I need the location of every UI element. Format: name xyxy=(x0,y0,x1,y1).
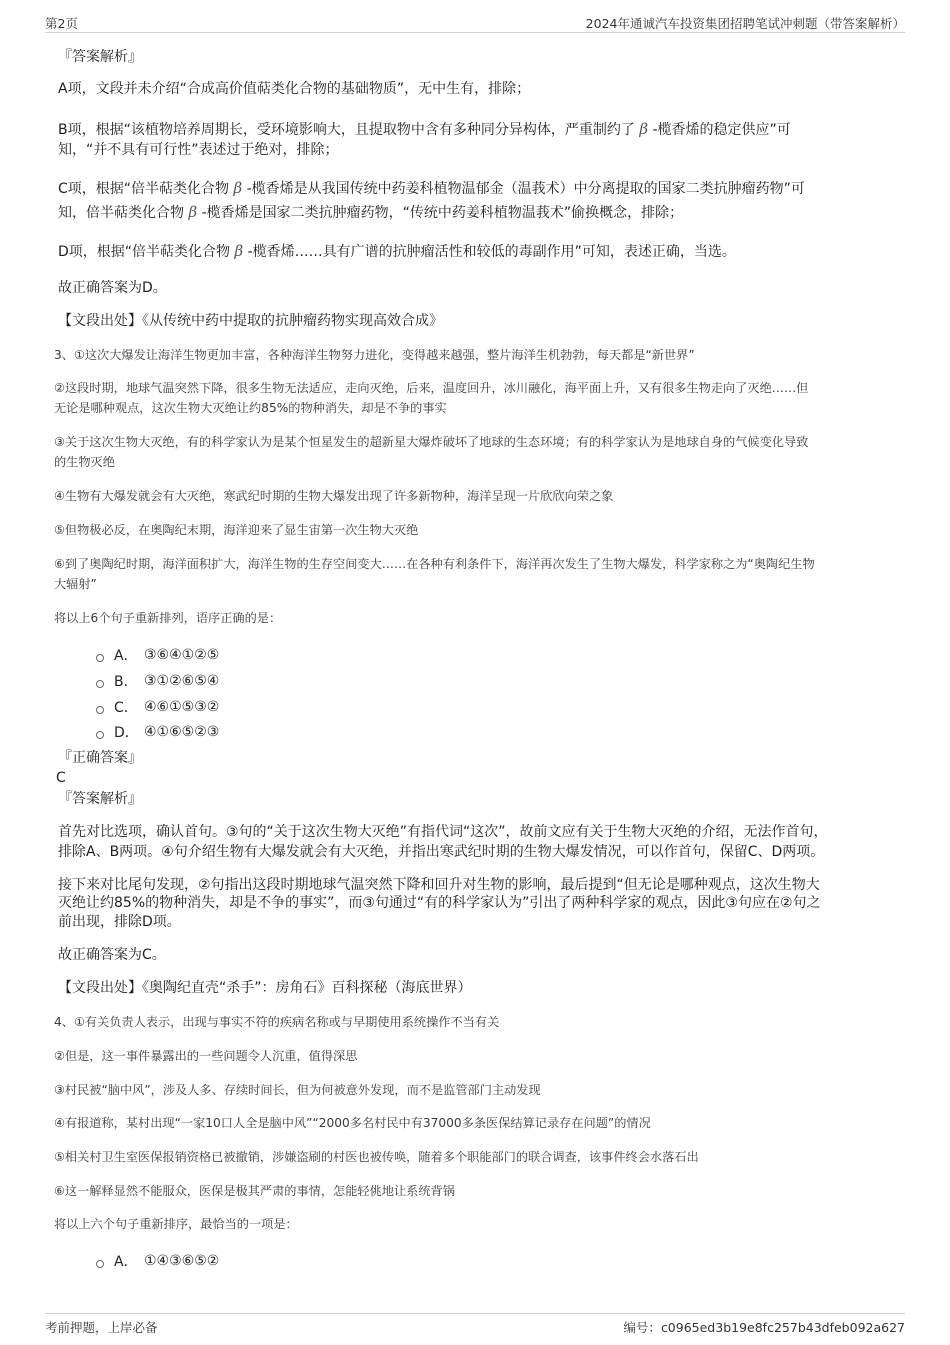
option-key: A． xyxy=(114,1254,138,1270)
correct-answer-value: C xyxy=(56,770,66,786)
option-b[interactable] xyxy=(96,671,219,691)
analysis-heading: 『答案解析』 xyxy=(58,49,142,65)
option-d[interactable] xyxy=(96,722,219,742)
analysis-paragraph-1-line1: 首先对比选项，确认首句。③句的“关于这次生物大灭绝”有指代词“这次”，故前文应有关于生物大灭绝的介绍，无法作首句， xyxy=(58,824,828,840)
footer-note: 考前押题，上岸必备 xyxy=(45,1320,158,1335)
correct-answer-heading: 『正确答案』 xyxy=(58,750,142,766)
radio-icon[interactable] xyxy=(96,680,104,688)
beta-symbol: β xyxy=(233,179,243,197)
analysis-option-b-line1 xyxy=(58,120,791,140)
analysis-option-c-line2 xyxy=(58,203,683,223)
question-4-sentence-6: ⑥这一解释显然不能服众，医保是极其严肃的事情，怎能轻佻地让系统背锅 xyxy=(54,1184,455,1198)
document-title: 2024年通诚汽车投资集团招聘笔试冲刺题（带答案解析） xyxy=(585,16,905,31)
question-4-sentence-3: ③村民被“脑中风”，涉及人多、存续时间长，但为何被意外发现，而不是监管部门主动发现 xyxy=(54,1083,541,1097)
radio-icon[interactable] xyxy=(96,1260,104,1268)
text-segment: -榄香烯的稳定供应”可 xyxy=(652,122,791,138)
question-4-sentence-1: 4、①有关负责人表示，出现与事实不符的疾病名称或与早期使用系统操作不当有关 xyxy=(54,1015,500,1029)
question-4-prompt: 将以上六个句子重新排序，最恰当的一项是： xyxy=(54,1217,298,1231)
source-citation: 【文段出处】《从传统中药中提取的抗肿瘤药物实现高效合成》 xyxy=(58,313,443,329)
beta-symbol: β xyxy=(639,120,648,138)
analysis-option-b-line2: 知，“并不具有可行性”表述过于绝对，排除； xyxy=(58,142,339,158)
analysis-paragraph-2-line3: 前出现，排除D项。 xyxy=(58,914,181,930)
page-number: 第2页 xyxy=(45,16,78,31)
option-c[interactable] xyxy=(96,697,219,717)
beta-symbol: β xyxy=(188,203,198,221)
beta-symbol: β xyxy=(234,242,244,260)
option-a[interactable] xyxy=(96,1251,219,1271)
text-segment: -榄香烯……具有广谱的抗肿瘤活性和较低的毒副作用”可知，表述正确，当选。 xyxy=(247,244,736,260)
text-segment: -榄香烯是从我国传统中药姜科植物温郁金（温莪术）中分离提取的国家二类抗肿瘤药物”可 xyxy=(246,181,805,197)
question-3-sentence-1: 3、①这次大爆发让海洋生物更加丰富，各种海洋生物努力进化，变得越来越强，整片海洋生机勃勃，每天都是“新世界” xyxy=(54,348,695,362)
radio-icon[interactable] xyxy=(96,731,104,739)
option-key: B． xyxy=(114,674,138,690)
analysis-option-a: A项，文段并未介绍“合成高价值萜类化合物的基础物质”，无中生有，排除； xyxy=(58,81,531,97)
option-key: A． xyxy=(114,648,138,664)
text-segment: B项，根据“该植物培养周期长，受环境影响大，且提取物中含有多种同分异构体，严重制约了 xyxy=(58,122,635,138)
question-3-sentence-6-line2: 大辐射” xyxy=(54,577,97,591)
answer-conclusion: 故正确答案为D。 xyxy=(58,280,167,296)
option-text: ④⑥①⑤③② xyxy=(144,699,220,715)
option-key: D． xyxy=(114,725,139,741)
question-3-sentence-6-line1: ⑥到了奥陶纪时期，海洋面积扩大，海洋生物的生存空间变大……在各种有利条件下，海洋再次发生了生物大爆发，科学家称之为“奥陶纪生物 xyxy=(54,557,815,571)
analysis-paragraph-2-line1: 接下来对比尾句发现，②句指出这段时期地球气温突然下降和回升对生物的影响，最后提到“但无论是哪种观点，这次生物大 xyxy=(58,877,820,893)
option-a[interactable] xyxy=(96,645,219,665)
question-3-prompt: 将以上6个句子重新排列，语序正确的是： xyxy=(54,611,282,625)
page-header xyxy=(45,12,905,33)
question-3-sentence-5: ⑤但物极必反，在奥陶纪末期，海洋迎来了显生宙第一次生物大灭绝 xyxy=(54,523,419,537)
question-4-sentence-2: ②但是，这一事件暴露出的一些问题令人沉重，值得深思 xyxy=(54,1049,358,1063)
option-key: C． xyxy=(114,700,138,716)
analysis-heading: 『答案解析』 xyxy=(58,791,142,807)
answer-conclusion: 故正确答案为C。 xyxy=(58,947,166,963)
option-text: ③⑥④①②⑤ xyxy=(144,647,220,663)
option-text: ①④③⑥⑤② xyxy=(144,1253,220,1269)
source-citation: 【文段出处】《奥陶纪直壳“杀手”：房角石》百科探秘（海底世界） xyxy=(58,980,472,996)
question-3-sentence-2-line2: 无论是哪种观点，这次生物大灭绝让约85%的物种消失，却是不争的事实 xyxy=(54,401,447,415)
text-segment: D项，根据“倍半萜类化合物 xyxy=(58,244,231,260)
document-code xyxy=(623,1318,905,1336)
radio-icon[interactable] xyxy=(96,706,104,714)
analysis-paragraph-2-line2: 灭绝让约85%的物种消失，却是不争的事实”，而③句通过“有的科学家认为”引出了两种科学家的观点，因此③句应在②句之 xyxy=(58,895,821,911)
radio-icon[interactable] xyxy=(96,654,104,662)
question-4-sentence-5: ⑤相关村卫生室医保报销资格已被撤销，涉嫌盗刷的村医也被传唤，随着多个职能部门的联合调查，该事件终会水落石出 xyxy=(54,1150,699,1164)
analysis-paragraph-1-line2: 排除A、B两项。④句介绍生物有大爆发就会有大灭绝，并指出寒武纪时期的生物大爆发情况，可以作首句，保留C、D两项。 xyxy=(58,844,825,860)
question-3-sentence-3-line1: ③关于这次生物大灭绝，有的科学家认为是某个恒星发生的超新星大爆炸破坏了地球的生态环境；有的科学家认为是地球自身的气候变化导致 xyxy=(54,435,809,449)
code-value: c0965ed3b19e8fc257b43dfeb092a627 xyxy=(660,1320,905,1335)
text-segment: C项，根据“倍半萜类化合物 xyxy=(58,181,230,197)
code-label: 编号： xyxy=(623,1320,661,1335)
text-segment: 知，倍半萜类化合物 xyxy=(58,205,184,221)
text-segment: -榄香烯是国家二类抗肿瘤药物，“传统中药姜科植物温莪术”偷换概念，排除； xyxy=(201,205,684,221)
question-3-sentence-3-line2: 的生物灭绝 xyxy=(54,455,115,469)
question-3-sentence-2-line1: ②这段时期，地球气温突然下降，很多生物无法适应，走向灭绝，后来，温度回升，冰川融化，海平面上升，又有很多生物走向了灭绝……但 xyxy=(54,381,809,395)
option-text: ③①②⑥⑤④ xyxy=(144,673,220,689)
option-text: ④①⑥⑤②③ xyxy=(144,724,220,740)
page-footer xyxy=(45,1313,905,1336)
question-4-sentence-4: ④有报道称，某村出现“一家10口人全是脑中风”“2000多名村民中有37000多条医保结算记录存在问题”的情况 xyxy=(54,1116,651,1130)
analysis-option-c-line1 xyxy=(58,179,805,199)
analysis-option-d xyxy=(58,242,736,262)
question-3-sentence-4: ④生物有大爆发就会有大灭绝，寒武纪时期的生物大爆发出现了许多新物种，海洋呈现一片欣欣向荣之象 xyxy=(54,489,614,503)
